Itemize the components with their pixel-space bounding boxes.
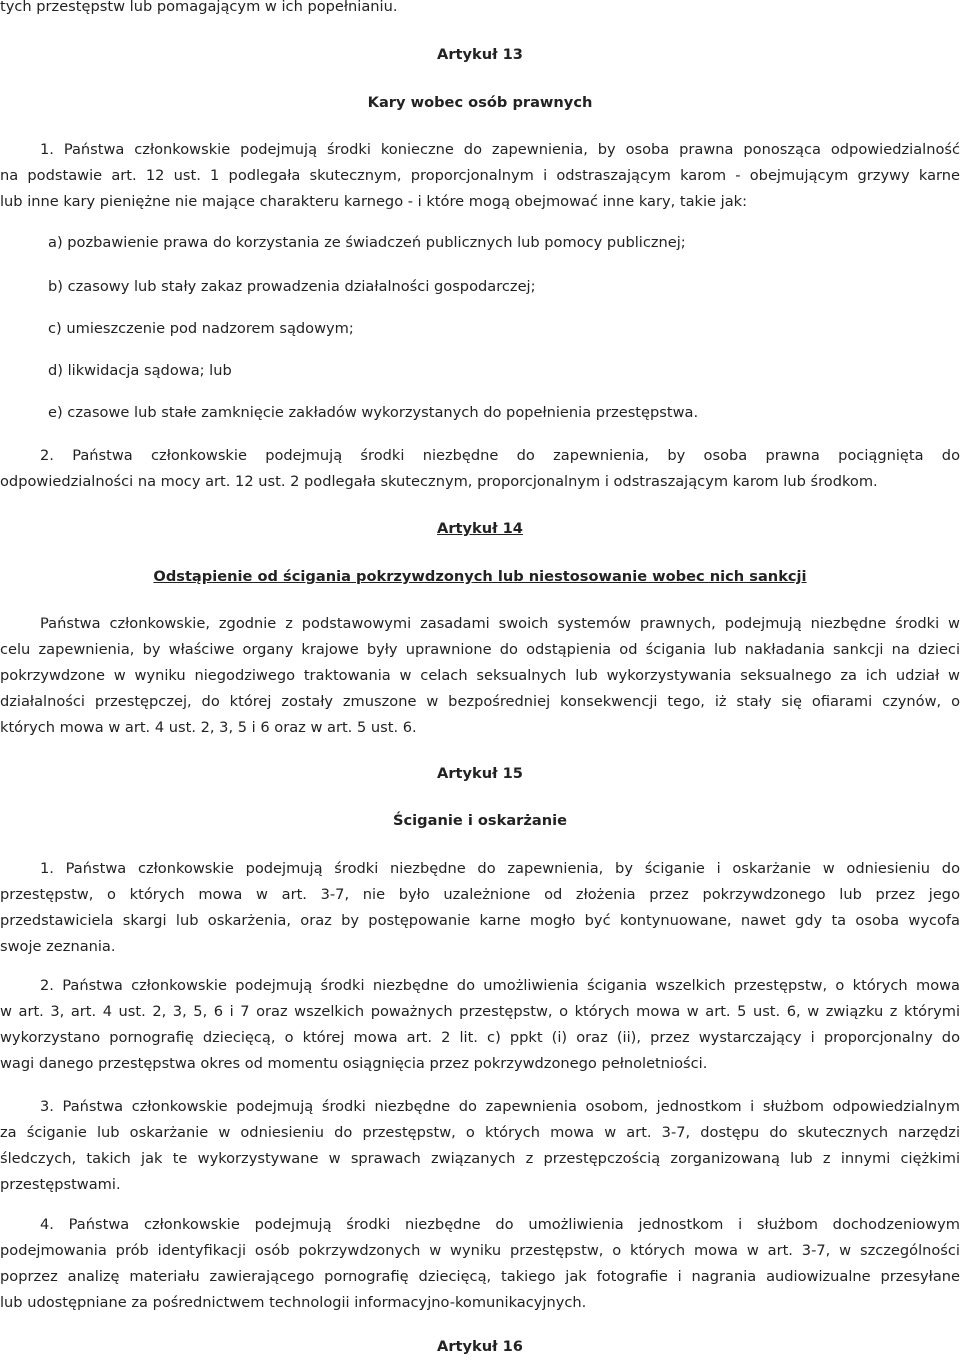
text-line: lub inne kary pieniężne nie mające charakteru karnego - i które mogą obejmować inne kary, takie jak: — [0, 193, 748, 210]
text-line: wykorzystano pornografię dziecięcą, o której mowa art. 2 lit. c) ppkt (i) oraz (ii), przez wystarczający i proporcjonalny do — [0, 1029, 960, 1046]
article-15-paragraph-2 — [0, 973, 960, 1077]
article-13-title: Artykuł 13 — [437, 46, 523, 63]
text-line: 1. Państwa członkowskie podejmują środki niezbędne do zapewnienia, by ściganie i oskarżanie w odniesieniu do — [40, 860, 960, 877]
text-line: celu zapewnienia, by właściwe organy krajowe były uprawnione do odstąpienia od ścigania lub nakładania sankcji na dzieci — [0, 641, 960, 658]
article-13-paragraph-1 — [0, 137, 960, 215]
article-14-paragraph-1 — [0, 611, 960, 741]
text-line: których mowa w art. 4 ust. 2, 3, 5 i 6 oraz w art. 5 ust. 6. — [0, 719, 417, 736]
article-15-paragraph-4 — [0, 1212, 960, 1316]
text-line: przestępstwami. — [0, 1176, 121, 1193]
text-line: 2. Państwa członkowskie podejmują środki niezbędne do umożliwienia ścigania wszelkich przestępstw, o których mowa — [40, 977, 960, 994]
list-item: e) czasowe lub stałe zamknięcie zakładów wykorzystanych do popełnienia przestępstwa. — [48, 404, 699, 421]
article-13-item-a — [0, 230, 960, 256]
continuation-text — [0, 0, 960, 20]
text-line: działalności przestępczej, do której zostały zmuszone w bezpośredniej konsekwencji tego, iż stały się ofiarami czynów, o — [0, 693, 960, 710]
text-line: tych przestępstw lub pomagającym w ich popełnianiu. — [0, 0, 398, 15]
article-15-paragraph-1 — [0, 856, 960, 960]
list-item: c) umieszczenie pod nadzorem sądowym; — [48, 320, 354, 337]
text-line: podejmowania prób identyfikacji osób pokrzywdzonych w wyniku przestępstw, o których mowa w art. 3-7, w szczególności — [0, 1242, 960, 1259]
text-line: pokrzywdzone w wyniku niegodziwego traktowania w celach seksualnych lub wykorzystywania seksualnego za ich udział w — [0, 667, 960, 684]
article-13-item-d — [0, 358, 960, 384]
article-13-paragraph-2 — [0, 443, 960, 495]
list-item: b) czasowy lub stały zakaz prowadzenia działalności gospodarczej; — [48, 278, 536, 295]
text-line: przestępstw, o których mowa w art. 3-7, nie było uzależnione od złożenia przez pokrzywdzonego lub przez jego — [0, 886, 960, 903]
text-line: śledczych, takich jak te wykorzystywane w sprawach związanych z przestępczością zorganizowaną lub z innymi ciężkimi — [0, 1150, 960, 1167]
text-line: wagi danego przestępstwa okres od momentu osiągnięcia przez pokrzywdzonego pełnoletniości. — [0, 1055, 708, 1072]
text-line: poprzez analizę materiału zawierającego pornografię dziecięcą, takiego jak fotografie i nagrania audiowizualne przesyłane — [0, 1268, 960, 1285]
text-line: lub udostępniane za pośrednictwem technologii informacyjno-komunikacyjnych. — [0, 1294, 587, 1311]
text-line: 1. Państwa członkowskie podejmują środki konieczne do zapewnienia, by osoba prawna ponosząca odpowiedzialność — [40, 141, 960, 158]
article-15-title: Artykuł 15 — [437, 765, 523, 782]
text-line: 3. Państwa członkowskie podejmują środki niezbędne do zapewnienia osobom, jednostkom i służbom odpowiedzialnym — [40, 1098, 960, 1115]
text-line: Państwa członkowskie, zgodnie z podstawowymi zasadami swoich systemów prawnych, podejmują niezbędne środki w — [40, 615, 960, 632]
list-item: d) likwidacja sądowa; lub — [48, 362, 232, 379]
article-15-paragraph-3 — [0, 1094, 960, 1198]
article-16-title: Artykuł 16 — [437, 1338, 523, 1355]
text-line: na podstawie art. 12 ust. 1 podlegała skutecznym, proporcjonalnym i odstraszającym karom - obejmującym grzywy karne — [0, 167, 960, 184]
text-line: w art. 3, art. 4 ust. 2, 3, 5, 6 i 7 oraz wszelkich poważnych przestępstw, o których mowa w art. 5 ust. 6, w związku z którymi — [0, 1003, 960, 1020]
article-14-title: Artykuł 14 — [437, 520, 523, 537]
article-13-item-c — [0, 316, 960, 342]
article-13-item-e — [0, 400, 960, 426]
text-line: odpowiedzialności na mocy art. 12 ust. 2 podlegała skutecznym, proporcjonalnym i odstraszającym karom lub środkom. — [0, 473, 878, 490]
text-line: swoje zeznania. — [0, 938, 116, 955]
text-line: 2. Państwa członkowskie podejmują środki niezbędne do zapewnienia, by osoba prawna pociągnięta do — [40, 447, 960, 464]
article-13-item-b — [0, 274, 960, 300]
text-line: 4. Państwa członkowskie podejmują środki niezbędne do umożliwienia jednostkom i służbom dochodzeniowym — [40, 1216, 960, 1233]
article-14-subtitle: Odstąpienie od ścigania pokrzywdzonych lub niestosowanie wobec nich sankcji — [153, 568, 807, 585]
list-item: a) pozbawienie prawa do korzystania ze świadczeń publicznych lub pomocy publicznej; — [48, 234, 686, 251]
text-line: przedstawiciela skargi lub oskarżenia, oraz by postępowanie karne mogło być kontynuowane, nawet gdy ta osoba wycofa — [0, 912, 960, 929]
article-15-subtitle: Ściganie i oskarżanie — [392, 812, 567, 829]
text-line: za ściganie lub oskarżanie w odniesieniu do przestępstw, o których mowa w art. 3-7, dostępu do skutecznych narzędzi — [0, 1124, 960, 1141]
article-13-subtitle: Kary wobec osób prawnych — [367, 94, 593, 111]
